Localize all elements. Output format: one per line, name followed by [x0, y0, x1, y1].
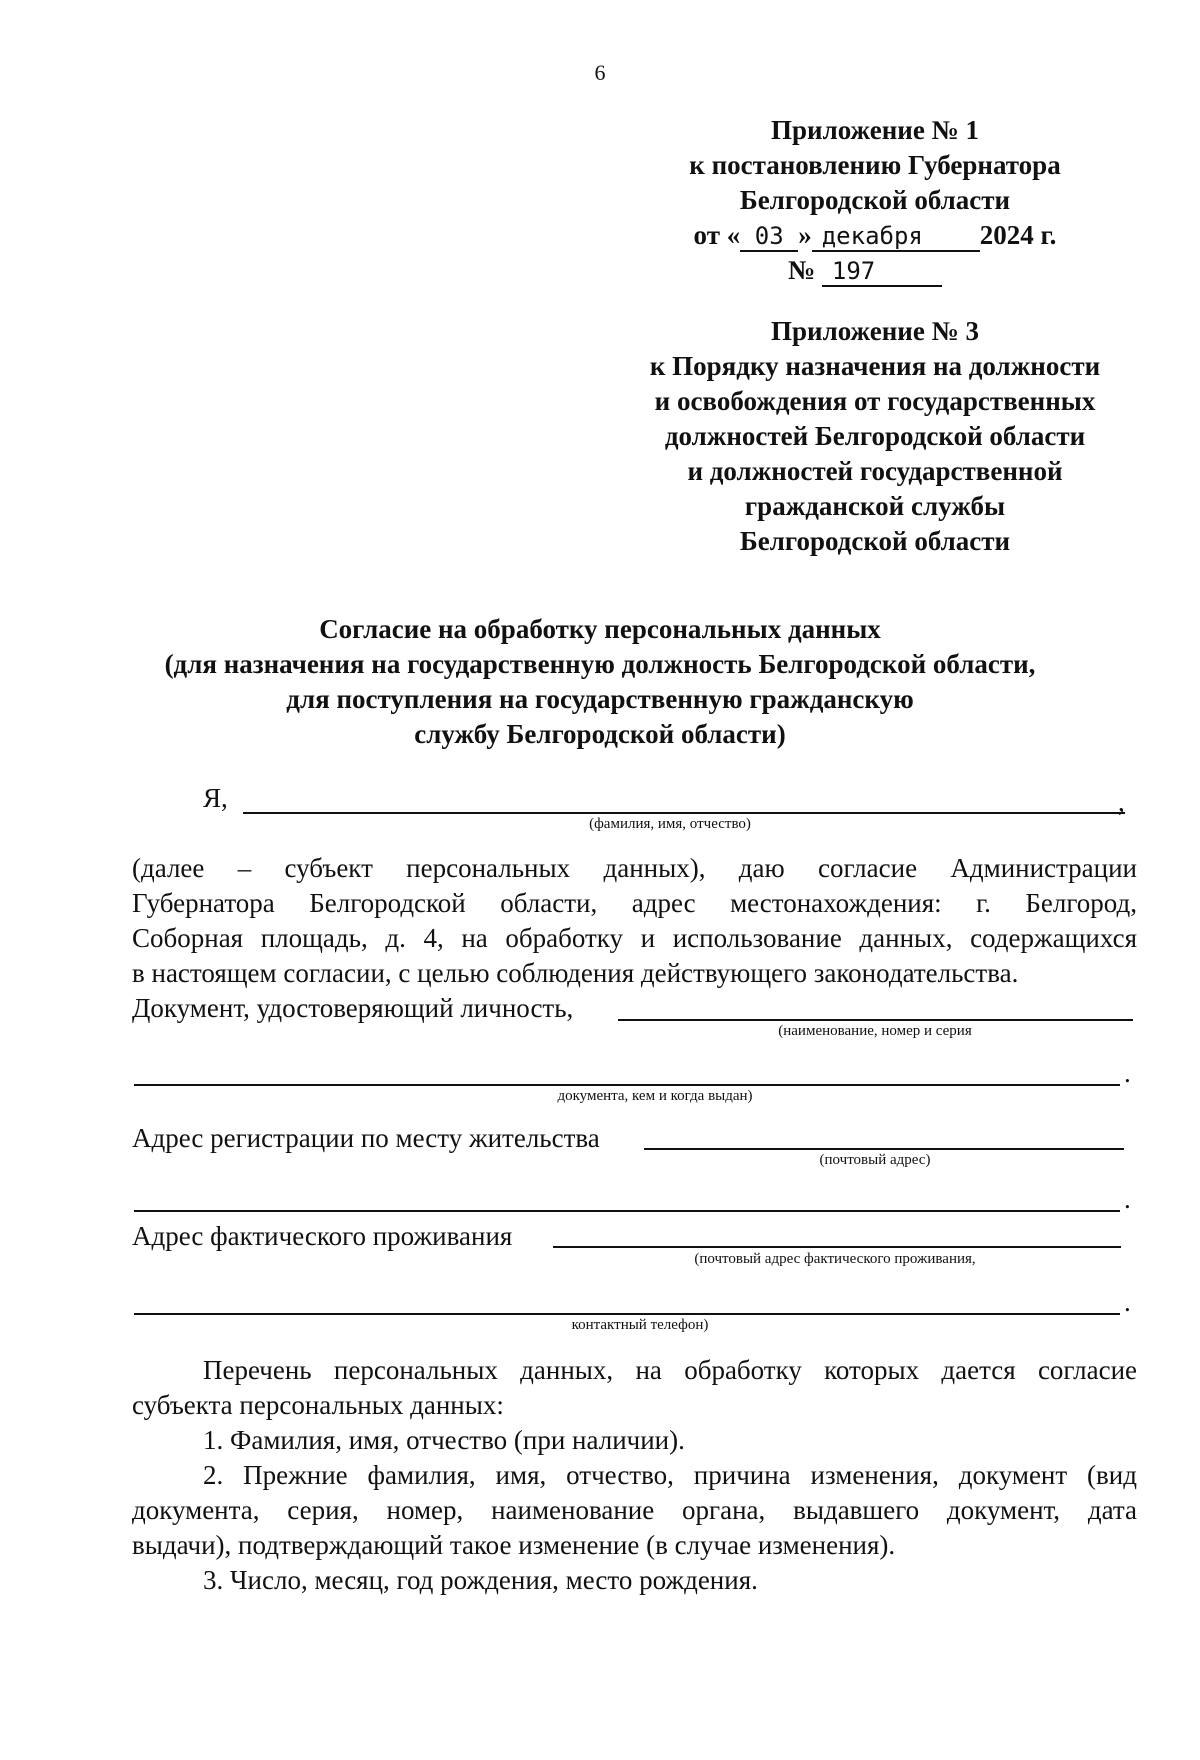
fio-caption: (фамилия, имя, отчество)	[589, 816, 751, 832]
reg-caption: (почтовый адрес)	[819, 1152, 931, 1168]
annex3-line: должностей Белгородской области	[664, 421, 1086, 451]
paragraph-line: в настоящем согласии, с целью соблюдения действующего законодательства.	[132, 958, 1019, 988]
fact-caption-2: контактный телефон)	[571, 1317, 709, 1333]
paragraph-line: (далее – субъект персональных данных), даю согласие Администрации	[132, 853, 1137, 883]
list-intro-line: субъекта персональных данных:	[132, 1390, 504, 1420]
doc-line-2[interactable]	[134, 1084, 1120, 1086]
reg-label: Адрес регистрации по месту жительства	[132, 1123, 600, 1153]
document-title	[120, 612, 1080, 752]
date-day: 03	[740, 222, 798, 252]
fact-line-2[interactable]	[134, 1313, 1120, 1315]
date-month: декабря	[812, 222, 980, 252]
annex1-title: Приложение № 1	[771, 115, 979, 145]
annex1-line2: к постановлению Губернатора	[689, 150, 1061, 180]
date-prefix: от «	[693, 220, 741, 250]
title-line: (для назначения на государственную должность Белгородской области,	[164, 649, 1036, 679]
annex3-line: и должностей государственной	[687, 456, 1063, 486]
annex3-line: Приложение № 3	[771, 316, 979, 346]
data-list	[132, 1353, 1137, 1598]
annex1-line3: Белгородской области	[739, 185, 1011, 215]
page-number: 6	[594, 60, 606, 85]
title-line: службу Белгородской области)	[414, 719, 786, 749]
list-item-1: 1. Фамилия, имя, отчество (при наличии).	[203, 1425, 685, 1455]
reg-dot: .	[1124, 1184, 1131, 1214]
list-item-2-line: документа, серия, номер, наименование органа, выдавшего документ, дата	[132, 1495, 1137, 1525]
date-day-close: »	[798, 220, 812, 250]
doc-line-1[interactable]	[618, 1019, 1133, 1021]
doc-caption-2: документа, кем и когда выдан)	[557, 1088, 753, 1104]
consent-paragraph	[132, 851, 1137, 991]
fio-line[interactable]	[243, 812, 1125, 814]
reg-line-2[interactable]	[134, 1210, 1120, 1212]
annex3-line: гражданской службы	[744, 491, 1006, 521]
fact-label: Адрес фактического проживания	[132, 1221, 513, 1251]
fact-dot: .	[1124, 1287, 1131, 1317]
i-label: Я,	[203, 783, 228, 813]
reg-line-1[interactable]	[644, 1148, 1124, 1150]
list-item-2-line: 2. Прежние фамилия, имя, отчество, причина изменения, документ (вид	[203, 1460, 1137, 1490]
annex1-number	[640, 253, 1110, 288]
annex1-block	[640, 113, 1110, 288]
doc-caption-1: (наименование, номер и серия	[778, 1023, 972, 1039]
list-item-3: 3. Число, месяц, год рождения, место рождения.	[203, 1565, 758, 1595]
paragraph-line: Соборная площадь, д. 4, на обработку и использование данных, содержащихся	[132, 923, 1137, 953]
annex3-line: Белгородской области	[739, 526, 1011, 556]
annex3-line: к Порядку назначения на должности	[649, 351, 1101, 381]
fact-caption-1: (почтовый адрес фактического проживания,	[694, 1251, 976, 1267]
number-value: 197	[822, 257, 942, 287]
annex1-date	[640, 218, 1110, 253]
annex3-block	[600, 314, 1150, 559]
title-line: Согласие на обработку персональных данных	[319, 614, 881, 644]
doc-label: Документ, удостоверяющий личность,	[132, 993, 574, 1023]
fact-line-1[interactable]	[553, 1246, 1121, 1248]
fio-comma: ,	[1118, 787, 1125, 817]
list-item-2-line: выдачи), подтверждающий такое изменение (в случае изменения).	[132, 1530, 896, 1560]
number-prefix: №	[788, 255, 816, 285]
list-intro-line: Перечень персональных данных, на обработку которых дается согласие	[203, 1355, 1137, 1385]
doc-dot: .	[1124, 1058, 1131, 1088]
date-year: 2024 г.	[979, 220, 1057, 250]
paragraph-line: Губернатора Белгородской области, адрес местонахождения: г. Белгород,	[132, 888, 1137, 918]
annex3-line: и освобождения от государственных	[654, 386, 1096, 416]
title-line: для поступления на государственную гражданскую	[286, 684, 914, 714]
